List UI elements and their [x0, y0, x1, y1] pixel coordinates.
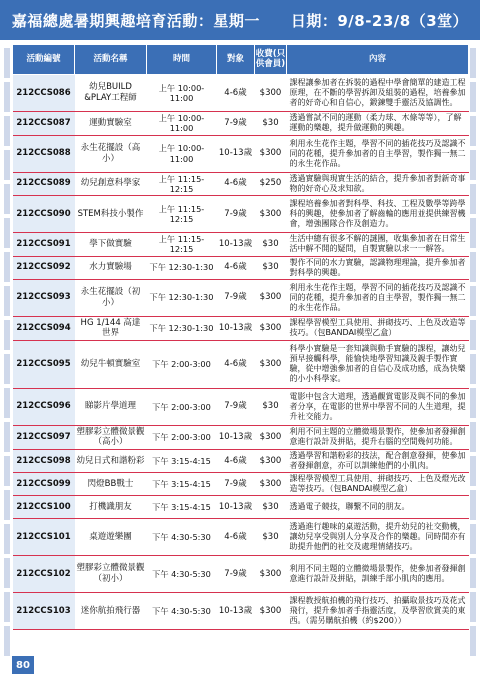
- cell-time: 上午 10:00-11:00: [147, 112, 217, 136]
- cell-code: 212CCS091: [13, 233, 75, 257]
- cell-desc: 科學小實驗是一套知識與動手實驗的課程，讓幼兒預早接觸科學，能愉快地學習知識及親手製作實驗，從中增強參加者的自信心及成功感，成為快樂的小小科學家。: [287, 340, 469, 388]
- cell-desc: 生活中總有很多不解的謎團，收集參加者在日常生活中解不開的疑問，自製實驗以求一一解答。: [287, 233, 469, 257]
- cell-fee: $300: [255, 556, 287, 593]
- cell-time: 下午 12:30-1:30: [147, 256, 217, 279]
- table-row: [13, 473, 469, 496]
- cell-time: 下午 12:30-1:30: [147, 279, 217, 316]
- cell-age: 10-13歲: [217, 425, 255, 449]
- cell-desc: 利用不同主題的立體微場景製作，使參加者發揮創意進行設計及拼貼，提升右腦的空間幾何功能。: [287, 425, 469, 449]
- cell-name: 學下做實驗: [75, 233, 147, 257]
- cell-name: 打機識朋友: [75, 496, 147, 519]
- cell-desc: 透過嘗試不同的運動（柔力球、木條等等），了解運動的樂趣，提升做運動的興趣。: [287, 112, 469, 136]
- cell-age: 10-13歲: [217, 316, 255, 340]
- cell-age: 7-9歲: [217, 388, 255, 425]
- cell-fee: $300: [255, 279, 287, 316]
- cell-time: 下午 2:00-3:00: [147, 425, 217, 449]
- cell-fee: $30: [255, 233, 287, 257]
- table-row: [13, 75, 469, 112]
- cell-name: 幼兒BUILD &PLAY工程師: [75, 75, 147, 112]
- cell-name: 永生花擺設（初小）: [75, 279, 147, 316]
- cell-desc: 課程培養參加者對科學、科技、工程及數學等跨學科的興趣，使參加者了解齒輪的應用並提供練習機會，增強團隊合作及創造力。: [287, 196, 469, 233]
- cell-name: 迷你航拍飛行器: [75, 593, 147, 630]
- cell-age: 7-9歲: [217, 473, 255, 496]
- cell-name: 塑膠彩立體微景觀（初小）: [75, 556, 147, 593]
- cell-age: 4-6歲: [217, 340, 255, 388]
- header-desc: 內容: [287, 45, 469, 75]
- cell-age: 7-9歲: [217, 556, 255, 593]
- cell-time: 下午 2:00-3:00: [147, 340, 217, 388]
- cell-time: 上午 11:15-12:15: [147, 172, 217, 196]
- cell-code: 212CCS092: [13, 256, 75, 279]
- cell-time: 下午 4:30-5:30: [147, 556, 217, 593]
- cell-code: 212CCS090: [13, 196, 75, 233]
- schedule-table: [12, 44, 469, 630]
- table-row: [13, 135, 469, 172]
- decorative-stripe-right: [470, 48, 476, 658]
- table-row: [13, 233, 469, 257]
- cell-time: 下午 3:15-4:15: [147, 473, 217, 496]
- cell-name: 幼兒牛頓實驗室: [75, 340, 147, 388]
- table-row: [13, 172, 469, 196]
- cell-code: 212CCS098: [13, 450, 75, 473]
- cell-fee: $300: [255, 593, 287, 630]
- cell-code: 212CCS094: [13, 316, 75, 340]
- cell-age: 10-13歲: [217, 593, 255, 630]
- cell-fee: $30: [255, 256, 287, 279]
- cell-desc: 課程學習模型工具使用、拼砌技巧、上色及燈光改造等技巧。（包BANDAI模型乙盒）: [287, 473, 469, 496]
- table-row: [13, 519, 469, 556]
- cell-code: 212CCS096: [13, 388, 75, 425]
- cell-name: 幼兒日式和諧粉彩: [75, 450, 147, 473]
- page-title: 嘉福總處暑期興趣培育活動：星期一 日期：9/8-23/8（3堂）: [0, 0, 480, 40]
- cell-age: 10-13歲: [217, 135, 255, 172]
- cell-name: 幼兒創意科學家: [75, 172, 147, 196]
- cell-time: 上午 10:00-11:00: [147, 135, 217, 172]
- table-row: [13, 388, 469, 425]
- header-fee: 收費(只供會員): [255, 45, 287, 75]
- cell-age: 7-9歲: [217, 112, 255, 136]
- cell-name: 永生花擺設（高小）: [75, 135, 147, 172]
- cell-age: 7-9歲: [217, 196, 255, 233]
- header-code: 活動編號: [13, 45, 75, 75]
- cell-fee: $30: [255, 112, 287, 136]
- cell-desc: 課程學習模型工具使用、拼砌技巧、上色及改造等技巧。（包BANDAI模型乙盒）: [287, 316, 469, 340]
- cell-age: 4-6歲: [217, 75, 255, 112]
- cell-desc: 利用永生花作主題，學習不同的插花技巧及認識不同的花種，提升參加者的自主學習，製作獨一無二的永生花作品。: [287, 279, 469, 316]
- cell-desc: 製作不同的水力實驗，認識物理理論，提升參加者對科學的興趣。: [287, 256, 469, 279]
- cell-desc: 利用不同主題的立體微場景製作，使參加者發揮創意進行設計及拼貼，訓練手部小肌肉的應用。: [287, 556, 469, 593]
- cell-time: 下午 4:30-5:30: [147, 593, 217, 630]
- cell-code: 212CCS088: [13, 135, 75, 172]
- cell-age: 7-9歲: [217, 279, 255, 316]
- cell-time: 下午 3:15-4:15: [147, 496, 217, 519]
- cell-fee: $300: [255, 450, 287, 473]
- table-row: [13, 112, 469, 136]
- table-row: [13, 556, 469, 593]
- cell-fee: $30: [255, 388, 287, 425]
- cell-desc: 利用永生花作主題，學習不同的插花技巧及認識不同的花種，提升參加者的自主學習，製作獨一無二的永生花作品。: [287, 135, 469, 172]
- header-age: 對象: [217, 45, 255, 75]
- table-row: [13, 425, 469, 449]
- table-row: [13, 496, 469, 519]
- table-row: [13, 256, 469, 279]
- cell-age: 4-6歲: [217, 256, 255, 279]
- cell-code: 212CCS087: [13, 112, 75, 136]
- table-row: [13, 340, 469, 388]
- cell-code: 212CCS089: [13, 172, 75, 196]
- table-row: [13, 196, 469, 233]
- cell-time: 上午 11:15-12:15: [147, 233, 217, 257]
- cell-desc: 電影中包含大道理，透過觀賞電影及與不同的參加者分享，在電影的世界中學習不同的人生道理，提升社交能力。: [287, 388, 469, 425]
- cell-code: 212CCS102: [13, 556, 75, 593]
- table-row: [13, 593, 469, 630]
- cell-name: 運動實驗室: [75, 112, 147, 136]
- cell-desc: 透過進行趣味的桌遊活動，提升幼兒的社交動機，讓幼兒享受與別人分享及合作的樂趣。同時間亦有助提升他們的社交及處理情緒技巧。: [287, 519, 469, 556]
- cell-code: 212CCS100: [13, 496, 75, 519]
- cell-code: 212CCS097: [13, 425, 75, 449]
- cell-age: 4-6歲: [217, 450, 255, 473]
- cell-name: 水力實驗場: [75, 256, 147, 279]
- cell-fee: $250: [255, 172, 287, 196]
- decorative-stripe-left: [4, 48, 10, 658]
- cell-code: 212CCS099: [13, 473, 75, 496]
- cell-name: HG 1/144 高達世界: [75, 316, 147, 340]
- cell-fee: $300: [255, 75, 287, 112]
- cell-fee: $300: [255, 196, 287, 233]
- cell-name: 桌遊遊樂團: [75, 519, 147, 556]
- cell-fee: $300: [255, 316, 287, 340]
- cell-desc: 透過實驗與現實生活的結合，提升參加者對新奇事物的好奇心及求知欲。: [287, 172, 469, 196]
- cell-age: 4-6歲: [217, 172, 255, 196]
- page-number: 80: [12, 656, 34, 674]
- cell-code: 212CCS086: [13, 75, 75, 112]
- cell-fee: $300: [255, 340, 287, 388]
- cell-desc: 課程教授航拍機的飛行技巧、拍攝取景技巧及花式飛行，提升參加者手指靈活度，及學習欣賞美的東西。（需另購航拍機（約$200））: [287, 593, 469, 630]
- cell-name: 睇影片學道理: [75, 388, 147, 425]
- cell-time: 下午 4:30-5:30: [147, 519, 217, 556]
- cell-fee: $300: [255, 135, 287, 172]
- cell-fee: $30: [255, 519, 287, 556]
- cell-name: 塑膠彩立體微景觀（高小）: [75, 425, 147, 449]
- cell-fee: $300: [255, 425, 287, 449]
- table-header-row: [13, 45, 469, 75]
- cell-time: 下午 2:00-3:00: [147, 388, 217, 425]
- cell-time: 上午 10:00-11:00: [147, 75, 217, 112]
- cell-age: 10-13歲: [217, 233, 255, 257]
- cell-code: 212CCS103: [13, 593, 75, 630]
- header-name: 活動名稱: [75, 45, 147, 75]
- cell-desc: 透過電子競技，聯繫不同的朋友。: [287, 496, 469, 519]
- table-row: [13, 279, 469, 316]
- cell-code: 212CCS093: [13, 279, 75, 316]
- cell-fee: $300: [255, 473, 287, 496]
- cell-fee: $30: [255, 496, 287, 519]
- cell-name: STEM科技小製作: [75, 196, 147, 233]
- cell-code: 212CCS095: [13, 340, 75, 388]
- cell-code: 212CCS101: [13, 519, 75, 556]
- header-time: 時間: [147, 45, 217, 75]
- table-row: [13, 450, 469, 473]
- cell-age: 10-13歲: [217, 496, 255, 519]
- cell-time: 上午 11:15-12:15: [147, 196, 217, 233]
- cell-time: 下午 12:30-1:30: [147, 316, 217, 340]
- cell-desc: 課程讓參加者在拆裝的過程中學會簡單的建造工程原理，在不斷的學習拆卸及組裝的過程，培養參加者的好奇心和自信心，鍛鍊雙手靈活及協調性。: [287, 75, 469, 112]
- cell-desc: 透過學習和諧粉彩的技法，配合創意發揮，使參加者發揮創意，亦可以訓練他們的小肌肉。: [287, 450, 469, 473]
- cell-time: 下午 3:15-4:15: [147, 450, 217, 473]
- cell-name: 閃燈BB戰士: [75, 473, 147, 496]
- cell-age: 4-6歲: [217, 519, 255, 556]
- table-row: [13, 316, 469, 340]
